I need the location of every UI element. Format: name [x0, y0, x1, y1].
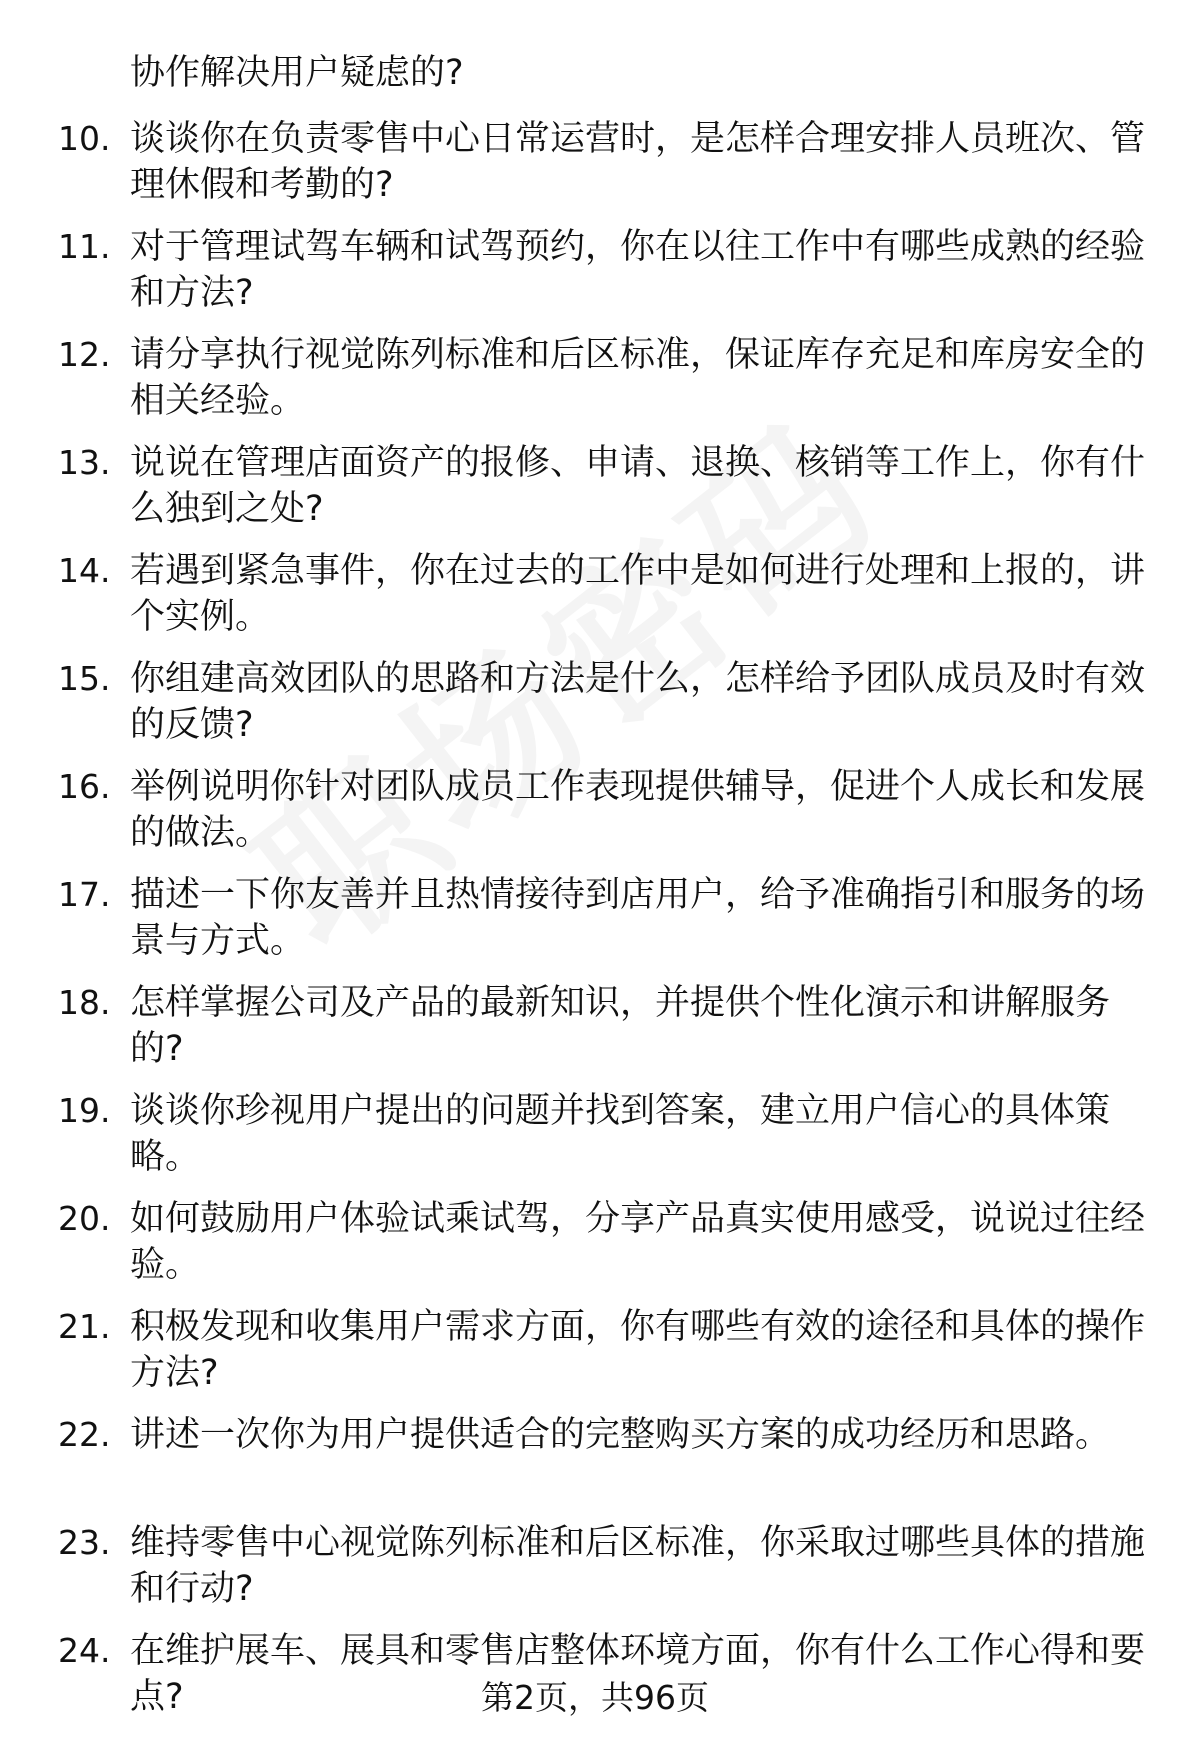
question-item [0, 656, 1190, 764]
question-item [0, 116, 1190, 224]
question-number: 17. [58, 875, 111, 914]
question-item [0, 1520, 1190, 1628]
question-item [0, 1304, 1190, 1412]
question-item [0, 332, 1190, 440]
question-number: 15. [58, 659, 111, 698]
question-item [0, 1196, 1190, 1304]
question-number: 22. [58, 1415, 111, 1454]
question-number: 10. [58, 119, 111, 158]
question-number: 24. [58, 1631, 111, 1670]
question-text: 对于管理试驾车辆和试驾预约，你在以往工作中有哪些成熟的经验和方法? [130, 227, 1146, 313]
question-number: 18. [58, 983, 111, 1022]
question-text: 谈谈你在负责零售中心日常运营时，是怎样合理安排人员班次、管理休假和考勤的? [130, 119, 1146, 205]
question-number: 16. [58, 767, 111, 806]
question-item [0, 548, 1190, 656]
question-number: 21. [58, 1307, 111, 1346]
question-number: 11. [58, 227, 111, 266]
page-footer: 第2页，共96页 [481, 1678, 709, 1717]
question-item [0, 1412, 1190, 1520]
question-number: 23. [58, 1523, 111, 1562]
question-text: 在维护展车、展具和零售店整体环境方面，你有什么工作心得和要点? [130, 1631, 1146, 1717]
question-text: 积极发现和收集用户需求方面，你有哪些有效的途径和具体的操作方法? [130, 1307, 1146, 1393]
question-number: 20. [58, 1199, 111, 1238]
question-item [0, 440, 1190, 548]
question-text: 举例说明你针对团队成员工作表现提供辅导，促进个人成长和发展的做法。 [130, 767, 1146, 853]
question-number: 14. [58, 551, 111, 590]
question-item [0, 224, 1190, 332]
question-continuation-text: 协作解决用户疑虑的? [130, 53, 464, 93]
question-text: 维持零售中心视觉陈列标准和后区标准，你采取过哪些具体的措施和行动? [130, 1523, 1146, 1609]
question-text: 讲述一次你为用户提供适合的完整购买方案的成功经历和思路。 [130, 1415, 1111, 1455]
question-text: 描述一下你友善并且热情接待到店用户，给予准确指引和服务的场景与方式。 [130, 875, 1146, 961]
question-text: 请分享执行视觉陈列标准和后区标准，保证库存充足和库房安全的相关经验。 [130, 335, 1146, 421]
question-text: 谈谈你珍视用户提出的问题并找到答案，建立用户信心的具体策略。 [130, 1091, 1111, 1177]
question-text: 说说在管理店面资产的报修、申请、退换、核销等工作上，你有什么独到之处? [130, 443, 1146, 529]
question-text: 怎样掌握公司及产品的最新知识，并提供个性化演示和讲解服务的? [130, 983, 1111, 1069]
question-number: 12. [58, 335, 111, 374]
question-item [0, 872, 1190, 980]
question-list [0, 116, 1190, 1736]
question-text: 若遇到紧急事件，你在过去的工作中是如何进行处理和上报的，讲个实例。 [130, 551, 1146, 637]
question-item [0, 764, 1190, 872]
question-text: 你组建高效团队的思路和方法是什么，怎样给予团队成员及时有效的反馈? [130, 659, 1146, 745]
question-text: 如何鼓励用户体验试乘试驾，分享产品真实使用感受，说说过往经验。 [130, 1199, 1146, 1285]
question-number: 13. [58, 443, 111, 482]
question-item [0, 1088, 1190, 1196]
question-number: 19. [58, 1091, 111, 1130]
question-item [0, 980, 1190, 1088]
